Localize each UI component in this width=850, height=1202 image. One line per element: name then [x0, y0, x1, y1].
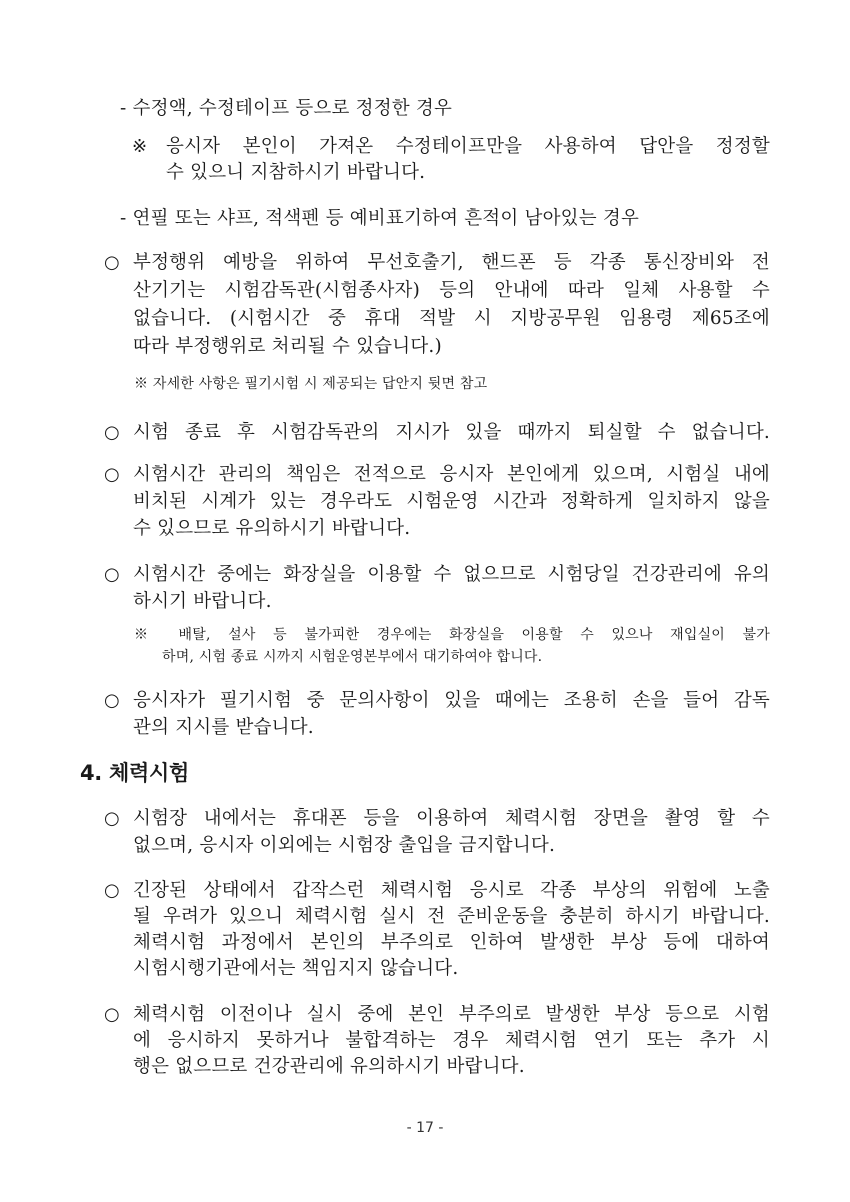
dash-item-correction-fluid: - 수정액, 수정테이프 등으로 정정한 경우 — [120, 98, 453, 119]
section-heading: 4. 체력시험 — [80, 761, 189, 785]
circle-bullet-icon: ○ — [104, 252, 120, 273]
paragraph-line: 시험 종료 후 시험감독관의 지시가 있을 때까지 퇴실할 수 없습니다. — [133, 422, 770, 443]
note-line: 응시자 본인이 가져온 수정테이프만을 사용하여 답안을 정정할 — [166, 136, 770, 157]
dash-item-pencil-marks: - 연필 또는 샤프, 적색펜 등 예비표기하여 흔적이 남아있는 경우 — [120, 208, 640, 229]
paragraph-line: 따라 부정행위로 처리될 수 있습니다.) — [133, 336, 442, 357]
note-answer-sheet: ※ 자세한 사항은 필기시험 시 제공되는 답안지 뒷면 참고 — [134, 376, 488, 392]
paragraph-line: 시험시행기관에서는 책임지지 않습니다. — [133, 958, 459, 979]
paragraph-line: 관의 지시를 받습니다. — [133, 717, 314, 738]
paragraph-line: 없으며, 응시자 이외에는 시험장 출입을 금지합니다. — [133, 835, 556, 856]
paragraph-line: 체력시험 이전이나 실시 중에 본인 부주의로 발생한 부상 등으로 시험 — [133, 1004, 770, 1025]
paragraph-line: 시험시간 중에는 화장실을 이용할 수 없으므로 시험당일 건강관리에 유의 — [133, 564, 770, 585]
circle-bullet-icon: ○ — [104, 564, 120, 585]
note-line: 하며, 시험 종료 시까지 시험운영본부에서 대기하여야 합니다. — [162, 649, 543, 665]
paragraph-line: 시험시간 관리의 책임은 전적으로 응시자 본인에게 있으며, 시험실 내에 — [133, 464, 770, 485]
note-line: 수 있으니 지참하시기 바랍니다. — [166, 162, 426, 183]
paragraph-line: 될 우려가 있으니 체력시험 실시 전 준비운동을 충분히 하시기 바랍니다. — [133, 906, 770, 927]
paragraph-line: 에 응시하지 못하거나 불합격하는 경우 체력시험 연기 또는 추가 시 — [133, 1030, 770, 1051]
paragraph-line: 산기기는 시험감독관(시험종사자) 등의 안내에 따라 일체 사용할 수 — [133, 280, 770, 301]
paragraph-line: 행은 없으므로 건강관리에 유의하시기 바랍니다. — [133, 1056, 525, 1077]
paragraph-line: 시험장 내에서는 휴대폰 등을 이용하여 체력시험 장면을 촬영 할 수 — [133, 808, 770, 829]
paragraph-line: 수 있으므로 유의하시기 바랍니다. — [133, 518, 411, 539]
paragraph-line: 부정행위 예방을 위하여 무선호출기, 핸드폰 등 각종 통신장비와 전 — [133, 252, 770, 273]
circle-bullet-icon: ○ — [104, 808, 120, 829]
circle-bullet-icon: ○ — [104, 1004, 120, 1025]
paragraph-line: 비치된 시계가 있는 경우라도 시험운영 시간과 정확하게 일치하지 않을 — [133, 491, 770, 512]
circle-bullet-icon: ○ — [104, 464, 120, 485]
note-line: ※ 배탈, 설사 등 불가피한 경우에는 화장실을 이용할 수 있으나 재입실이 불가 — [134, 627, 770, 643]
paragraph-line: 하시기 바랍니다. — [133, 591, 272, 612]
paragraph-line: 없습니다. (시험시간 중 휴대 적발 시 지방공무원 임용령 제65조에 — [133, 308, 770, 329]
paragraph-line: 긴장된 상태에서 갑작스런 체력시험 응시로 각종 부상의 위험에 노출 — [133, 880, 770, 901]
paragraph-line: 응시자가 필기시험 중 문의사항이 있을 때에는 조용히 손을 들어 감독 — [133, 690, 770, 711]
circle-bullet-icon: ○ — [104, 880, 120, 901]
page-number: - 17 - — [406, 1120, 444, 1136]
circle-bullet-icon: ○ — [104, 690, 120, 711]
paragraph-line: 체력시험 과정에서 본인의 부주의로 인하여 발생한 부상 등에 대하여 — [133, 932, 770, 953]
circle-bullet-icon: ○ — [104, 422, 120, 443]
reference-mark: ※ — [132, 136, 148, 157]
